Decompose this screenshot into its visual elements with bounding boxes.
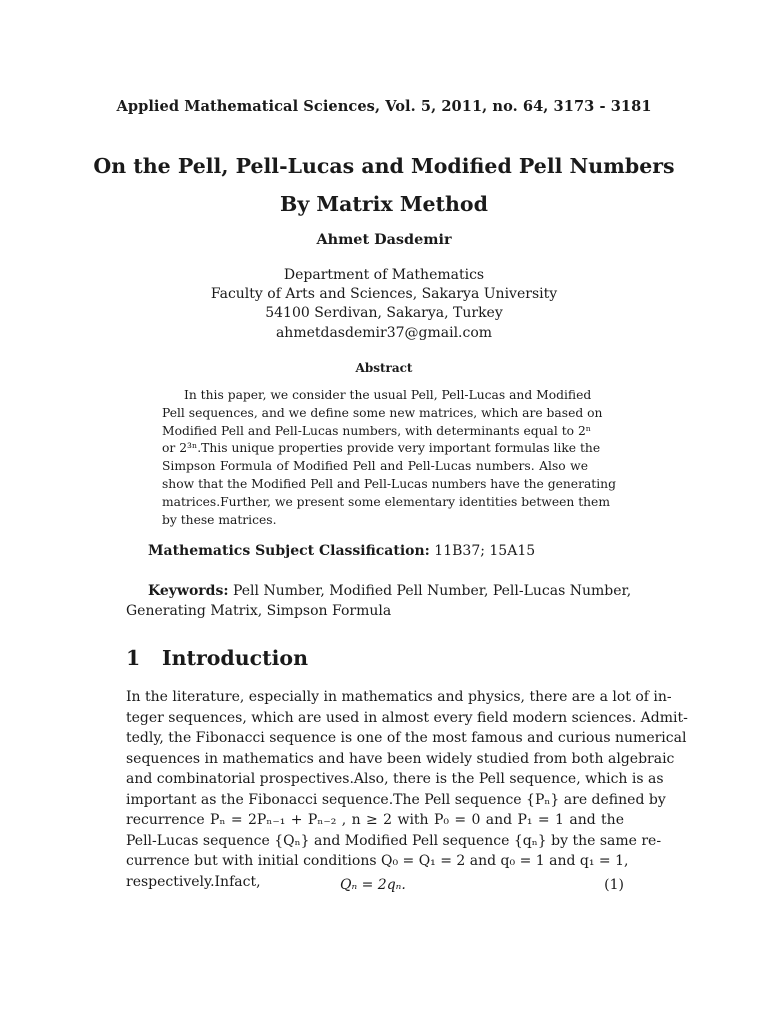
equation-1 (126, 877, 624, 897)
section-heading (126, 646, 308, 670)
title-line-1: On the Pell, Pell-Lucas and Modified Pell Numbers (93, 154, 675, 178)
abstract-line: by these matrices. (162, 512, 277, 527)
paragraph-line: and combinatorial prospectives.Also, there is the Pell sequence, which is as (126, 771, 664, 787)
msc-label: Mathematics Subject Classification: (148, 543, 430, 559)
abstract-line: Simpson Formula of Modified Pell and Pell-Lucas numbers. Also we (162, 459, 588, 474)
msc-value: 11B37; 15A15 (429, 543, 536, 559)
keywords (126, 582, 632, 621)
abstract-line: Pell sequences, and we define some new matrices, which are based on (162, 405, 603, 420)
abstract-line: show that the Modified Pell and Pell-Lucas numbers have the generating (162, 476, 616, 491)
keywords-label: Keywords: (148, 583, 229, 599)
faculty: Faculty of Arts and Sciences, Sakarya University (210, 286, 558, 303)
paragraph-line: teger sequences, which are used in almost every field modern sciences. Admit- (126, 709, 688, 726)
author-email: ahmetdasdemir37@gmail.com (275, 324, 493, 341)
abstract-line: matrices.Further, we present some elementary identities between them (162, 494, 610, 509)
keywords-text-1: Pell Number, Modified Pell Number, Pell-Lucas Number, (228, 583, 632, 599)
abstract-line: In this paper, we consider the usual Pell, Pell-Lucas and Modified (184, 388, 592, 402)
abstract-line: Modified Pell and Pell-Lucas numbers, with determinants equal to 2ⁿ (162, 423, 592, 438)
address: 54100 Serdivan, Sakarya, Turkey (265, 305, 503, 322)
paragraph-line: important as the Fibonacci sequence.The Pell sequence {Pₙ} are defined by (126, 791, 666, 808)
subject-classification (148, 543, 535, 559)
author-affiliation (0, 266, 768, 343)
journal-citation: Applied Mathematical Sciences, Vol. 5, 2011, no. 64, 3173 - 3181 (116, 98, 652, 115)
equation-body: Qₙ = 2qₙ. (340, 877, 406, 893)
abstract-heading: Abstract (355, 361, 413, 375)
paragraph-line: sequences in mathematics and have been widely studied from both algebraic (126, 750, 675, 767)
paper-title (0, 147, 768, 223)
paragraph-line: In the literature, especially in mathematics and physics, there are a lot of in- (126, 689, 672, 705)
paragraph-line: respectively.Infact, (126, 873, 261, 890)
paragraph-line: tedly, the Fibonacci sequence is one of the most famous and curious numerical (126, 730, 687, 746)
section-number: 1 (126, 646, 141, 670)
department: Department of Mathematics (283, 267, 485, 283)
paragraph-line: currence but with initial conditions Q₀ = Q₁ = 2 and q₀ = 1 and q₁ = 1, (126, 853, 629, 869)
paragraph-line: recurrence Pₙ = 2Pₙ₋₁ + Pₙ₋₂ , n ≥ 2 with P₀ = 0 and P₁ = 1 and the (126, 812, 624, 828)
equation-number: (1) (604, 877, 624, 893)
author-name: Ahmet Dasdemir (316, 231, 452, 248)
paragraph-line: Pell-Lucas sequence {Qₙ} and Modified Pell sequence {qₙ} by the same re- (126, 832, 662, 849)
keywords-line-1 (126, 582, 632, 602)
introduction-paragraph (126, 687, 688, 892)
keywords-text-2: Generating Matrix, Simpson Formula (126, 602, 392, 619)
title-line-2: By Matrix Method (280, 192, 488, 216)
section-title: Introduction (162, 646, 308, 670)
abstract-line: or 2³ⁿ.This unique properties provide very important formulas like the (162, 441, 601, 456)
abstract-text (162, 387, 616, 529)
